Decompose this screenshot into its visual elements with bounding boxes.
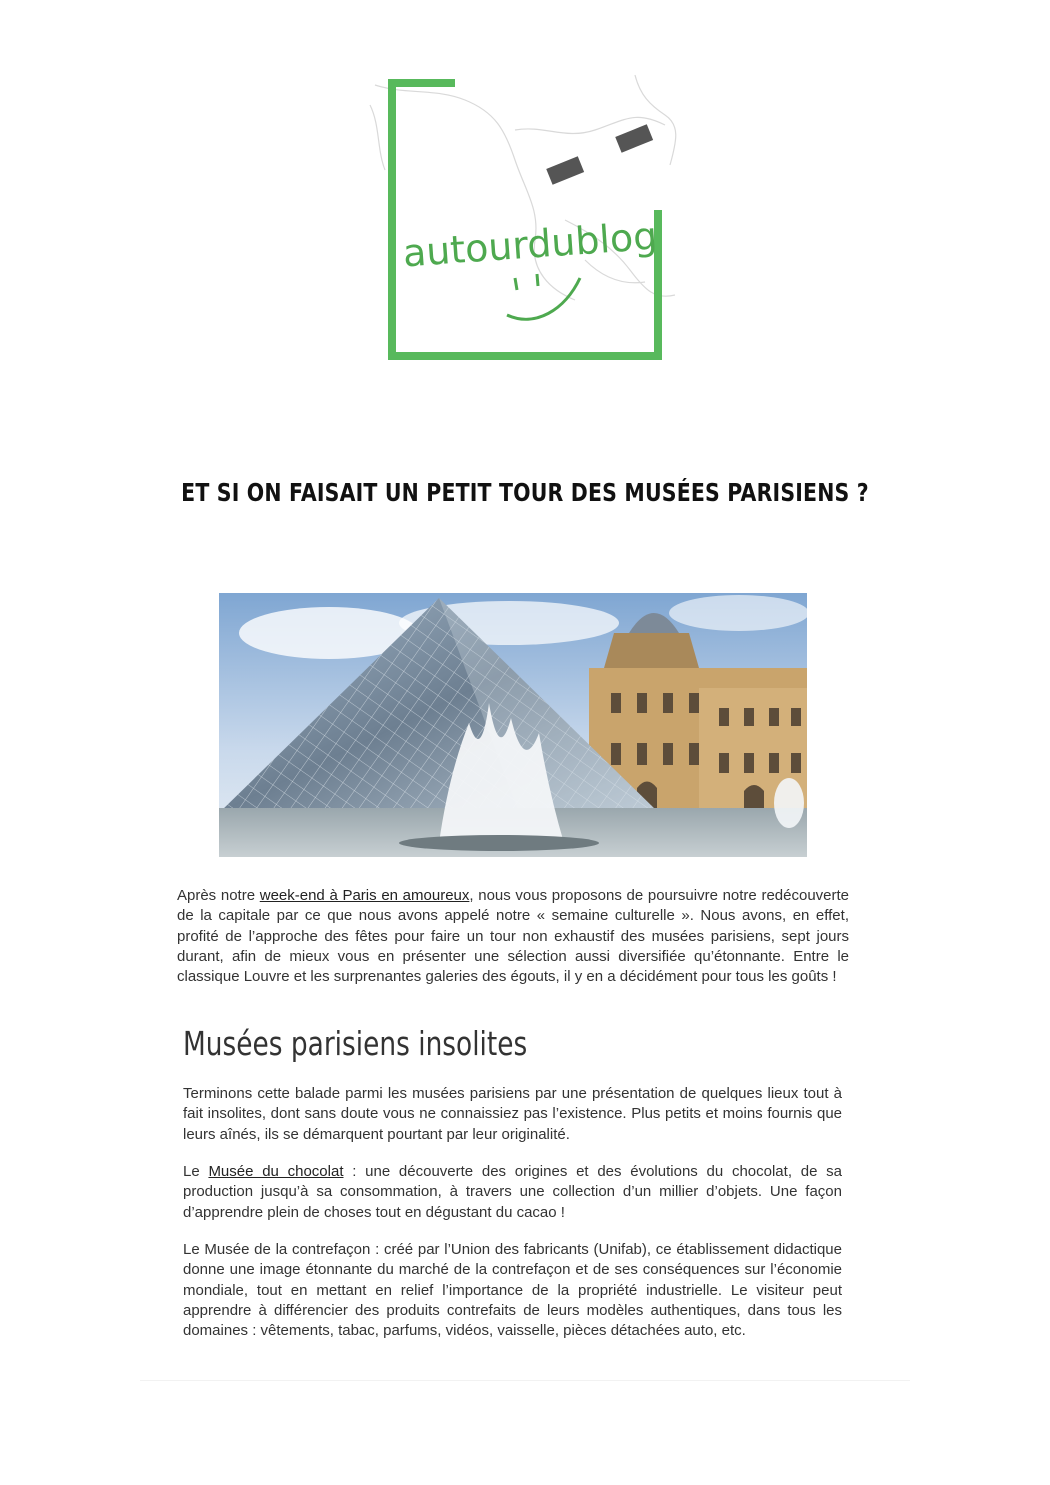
- page-divider: [140, 1380, 910, 1381]
- article-title: ET SI ON FAISAIT UN PETIT TOUR DES MUSÉES PARISIENS ?: [181, 478, 869, 507]
- logo-dash-right: [615, 124, 653, 152]
- blog-logo: [365, 70, 685, 380]
- logo-dash-left: [546, 156, 584, 184]
- paragraph-insolites: Terminons cette balade parmi les musées parisiens par une présentation de quelques lieux tout à fait insolites, dont sans doute vous ne connaissiez pas l’existence. Plus petits et moins fournis que leurs aînés, ils se démarquent pourtant par leur originalité.: [183, 1085, 842, 1143]
- chocolat-lead: Le: [183, 1163, 209, 1180]
- louvre-pyramid-photo: [219, 593, 807, 857]
- intro-rest: , nous vous proposons de poursuivre notre redécouverte de la capitale par ce que nous avons appelé notre « semaine culturelle ». Nous avons, en effet, profité de l’approche des fêtes pour faire un tour non exhaustif des musées parisiens, sept jours durant, afin de mieux vous en présenter une sélection aussi diversifiée qu’étonnante. Entre le classique Louvre et les surprenantes galeries des égouts, il y en a décidément pour tous les goûts !: [177, 887, 850, 986]
- musee-chocolat-link[interactable]: Musée du chocolat: [208, 1163, 344, 1180]
- smiley-mouth: [507, 278, 580, 319]
- intro-lead: Après notre: [177, 887, 260, 904]
- logo-graphic: [365, 70, 685, 380]
- section-heading: Musées parisiens insolites: [183, 1024, 528, 1063]
- chocolat-rest: : une découverte des origines et des évolutions du chocolat, de sa production jusqu’à sa consommation, à travers une collection d’un millier d’objets. Une façon d’apprendre plein de choses tout en dégustant du cacao !: [183, 1163, 842, 1221]
- paragraph-chocolat: [183, 1162, 842, 1223]
- smiley-eye-right: [537, 274, 538, 286]
- weekend-paris-link[interactable]: week-end à Paris en amoureux: [259, 887, 470, 904]
- smiley-eye-left: [515, 278, 517, 290]
- intro-paragraph: [177, 886, 849, 987]
- paragraph-contrefacon: Le Musée de la contrefaçon : créé par l’Union des fabricants (Unifab), ce établissement didactique donne une image étonnante du marché de la contrefaçon et de ses conséquences sur l’économie mondiale, tout en mettant en relief l’importance de la propriété industrielle. Le visiteur peut apprendre à différencier des produits contrefaits de leurs modèles authentiques, dans tous les domaines : vêtements, tabac, parfums, vidéos, vaisselle, pièces détachées auto, etc.: [183, 1241, 842, 1340]
- logo-wordmark: autourdublog: [401, 213, 659, 276]
